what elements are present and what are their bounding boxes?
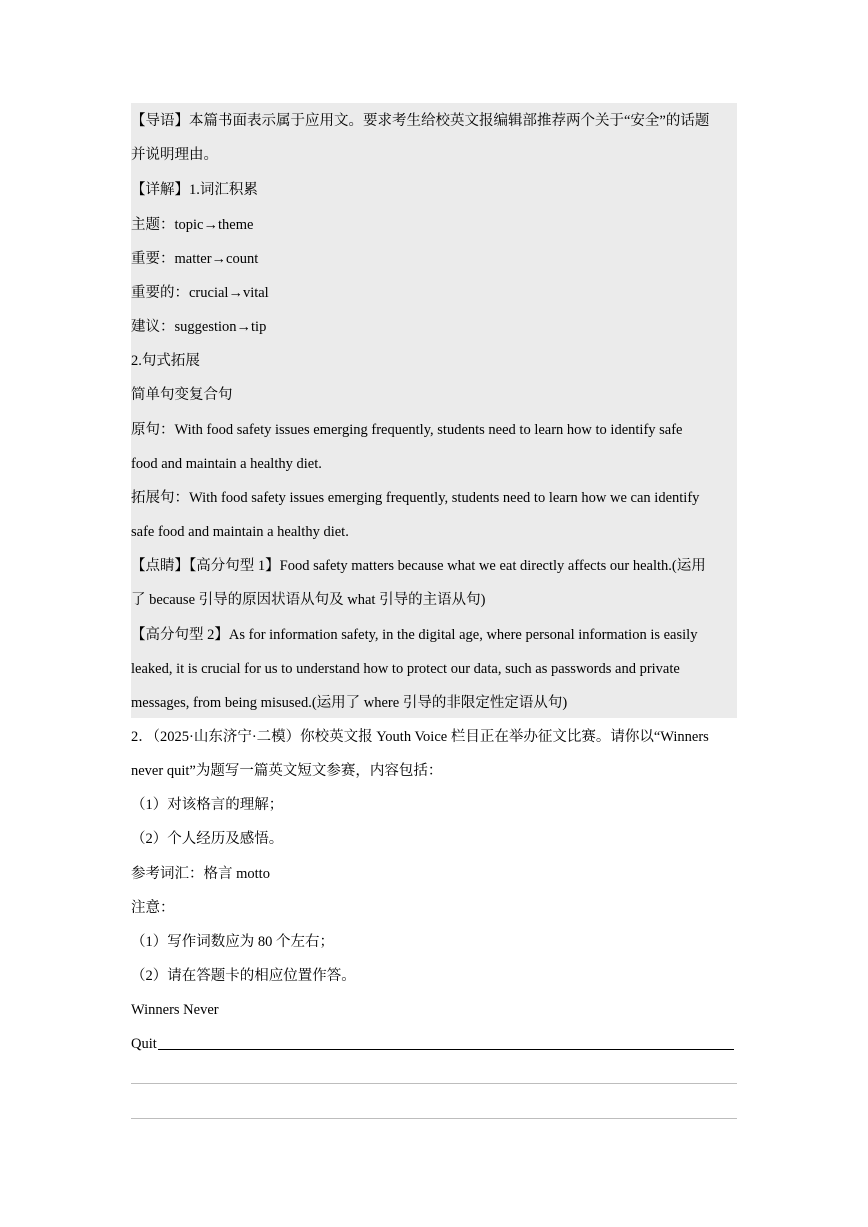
explanation-line: 【点睛】【高分句型 1】Food safety matters because what we eat directly affects our health.(运用 (131, 558, 706, 574)
question-line: （2）请在答题卡的相应位置作答。 (131, 968, 356, 984)
question-line: 2．（2025·山东济宁·二模）你校英文报 Youth Voice 栏目正在举办征文比赛。请你以“Winners (131, 729, 709, 745)
explanation-line: 并说明理由。 (131, 147, 218, 163)
question-line: 注意： (131, 900, 175, 916)
explanation-line: leaked, it is crucial for us to understand how to protect our data, such as passwords and private (131, 661, 680, 677)
explanation-line: 重要：matter→count (131, 251, 259, 267)
explanation-line: 拓展句：With food safety issues emerging frequently, students need to learn how we can identify (131, 490, 700, 506)
question-line: （1）对该格言的理解； (131, 797, 284, 813)
explanation-line: 【详解】1.词汇积累 (131, 182, 258, 198)
explanation-line: 【导语】本篇书面表示属于应用文。要求考生给校英文报编辑部推荐两个关于“安全”的话题 (131, 113, 710, 129)
explanation-line: 主题：topic→theme (131, 217, 254, 233)
explanation-line: 2.句式拓展 (131, 353, 200, 369)
explanation-line: food and maintain a healthy diet. (131, 456, 322, 472)
question-line: （1）写作词数应为 80 个左右； (131, 934, 334, 950)
essay-title-quit: Quit (131, 1036, 157, 1052)
essay-title-line: Winners Never (131, 1002, 219, 1018)
explanation-line: 建议：suggestion→tip (131, 319, 267, 335)
question-line: never quit”为题写一篇英文短文参赛，内容包括： (131, 763, 443, 779)
answer-underline[interactable] (158, 1049, 734, 1050)
explanation-line: 简单句变复合句 (131, 387, 233, 403)
explanation-line: messages, from being misused.(运用了 where 引导的非限定性定语从句) (131, 695, 568, 711)
answer-writing-line[interactable] (131, 1083, 737, 1084)
explanation-line: 重要的：crucial→vital (131, 285, 269, 301)
explanation-line: 了 because 引导的原因状语从句及 what 引导的主语从句) (131, 592, 486, 608)
explanation-line: safe food and maintain a healthy diet. (131, 524, 349, 540)
question-line: （2）个人经历及感悟。 (131, 831, 284, 847)
explanation-line: 【高分句型 2】As for information safety, in the digital age, where personal information is easily (131, 627, 698, 643)
answer-writing-line[interactable] (131, 1118, 737, 1119)
explanation-line: 原句：With food safety issues emerging frequently, students need to learn how to identify safe (131, 422, 683, 438)
question-line: 参考词汇：格言 motto (131, 866, 270, 882)
